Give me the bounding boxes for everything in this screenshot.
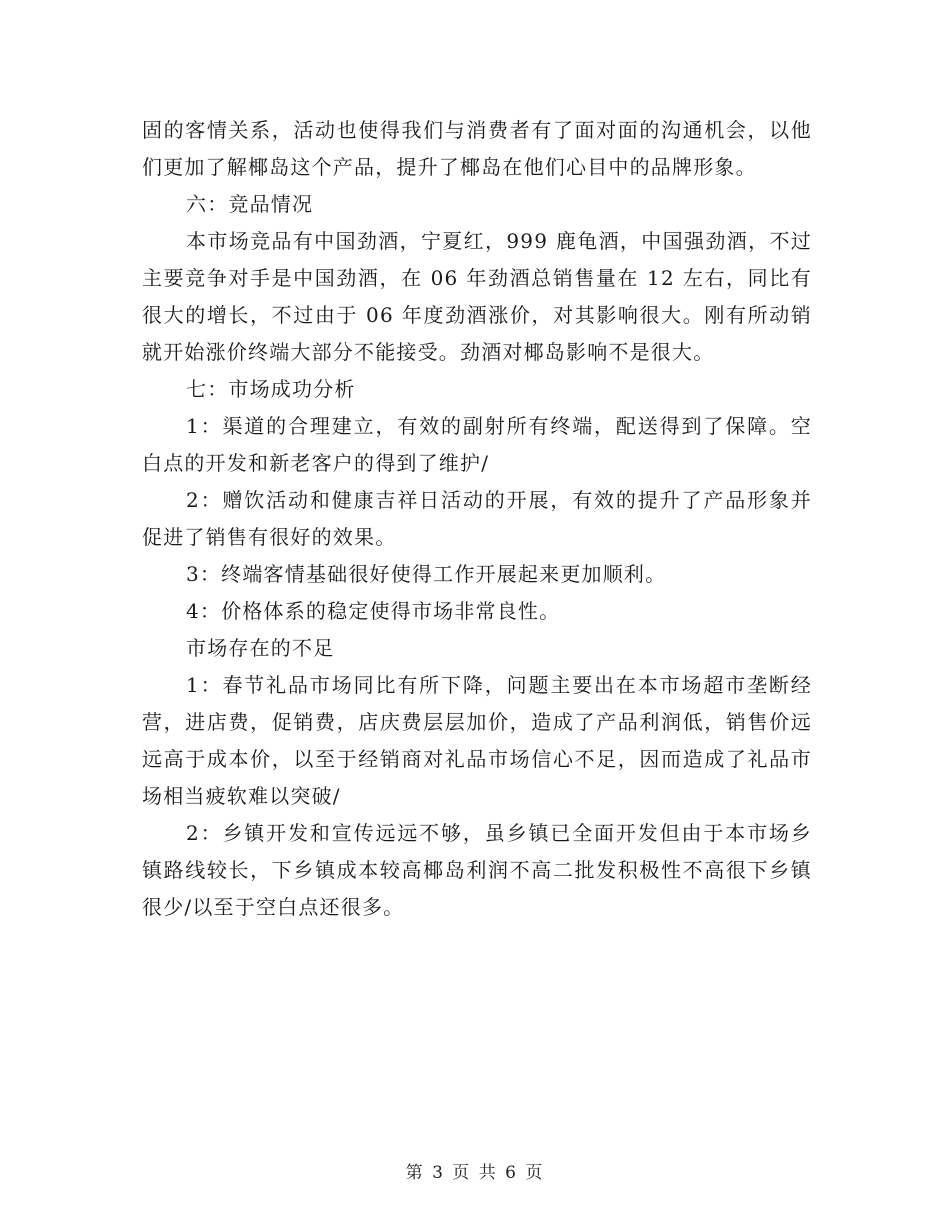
- section-heading-competitors: 六：竞品情况: [186, 192, 314, 216]
- list-item-success-1: 1：渠道的合理建立，有效的副射所有终端，配送得到了保障。空白点的开发和新老客户的得到了维护/: [142, 414, 812, 475]
- document-body: [142, 112, 812, 926]
- paragraph-continuation: 固的客情关系，活动也使得我们与消费者有了面对面的沟通机会，以他们更加了解椰岛这个产品，提升了椰岛在他们心目中的品牌形象。: [142, 118, 812, 179]
- list-item-success-3: 3：终端客情基础很好使得工作开展起来更加顺利。: [186, 562, 667, 586]
- list-item-shortcoming-1: 1：春节礼品市场同比有所下降，问题主要出在本市场超市垄断经营，进店费，促销费，店庆费层层加价，造成了产品利润低，销售价远远高于成本价，以至于经销商对礼品市场信心不足，因而造成了礼品市场相当疲软难以突破/: [142, 673, 812, 808]
- list-item-success-2: 2：赠饮活动和健康吉祥日活动的开展，有效的提升了产品形象并促进了销售有很好的效果。: [142, 488, 812, 549]
- page-number-footer: 第 3 页 共 6 页: [405, 1163, 545, 1183]
- list-item-shortcoming-2: 2：乡镇开发和宣传远远不够，虽乡镇已全面开发但由于本市场乡镇路线较长，下乡镇成本较高椰岛利润不高二批发积极性不高很下乡镇很少/以至于空白点还很多。: [142, 821, 812, 919]
- section-heading-shortcomings: 市场存在的不足: [186, 636, 335, 660]
- section-heading-success-analysis: 七：市场成功分析: [186, 377, 356, 401]
- list-item-success-4: 4：价格体系的稳定使得市场非常良性。: [186, 599, 561, 623]
- paragraph-competitors: 本市场竞品有中国劲酒，宁夏红，999 鹿龟酒，中国强劲酒，不过主要竞争对手是中国劲酒，在 06 年劲酒总销售量在 12 左右，同比有很大的增长，不过由于 06 年度劲酒涨价，对其影响很大。刚有所动销就开始涨价终端大部分不能接受。劲酒对椰岛影响不是很大。: [142, 229, 812, 364]
